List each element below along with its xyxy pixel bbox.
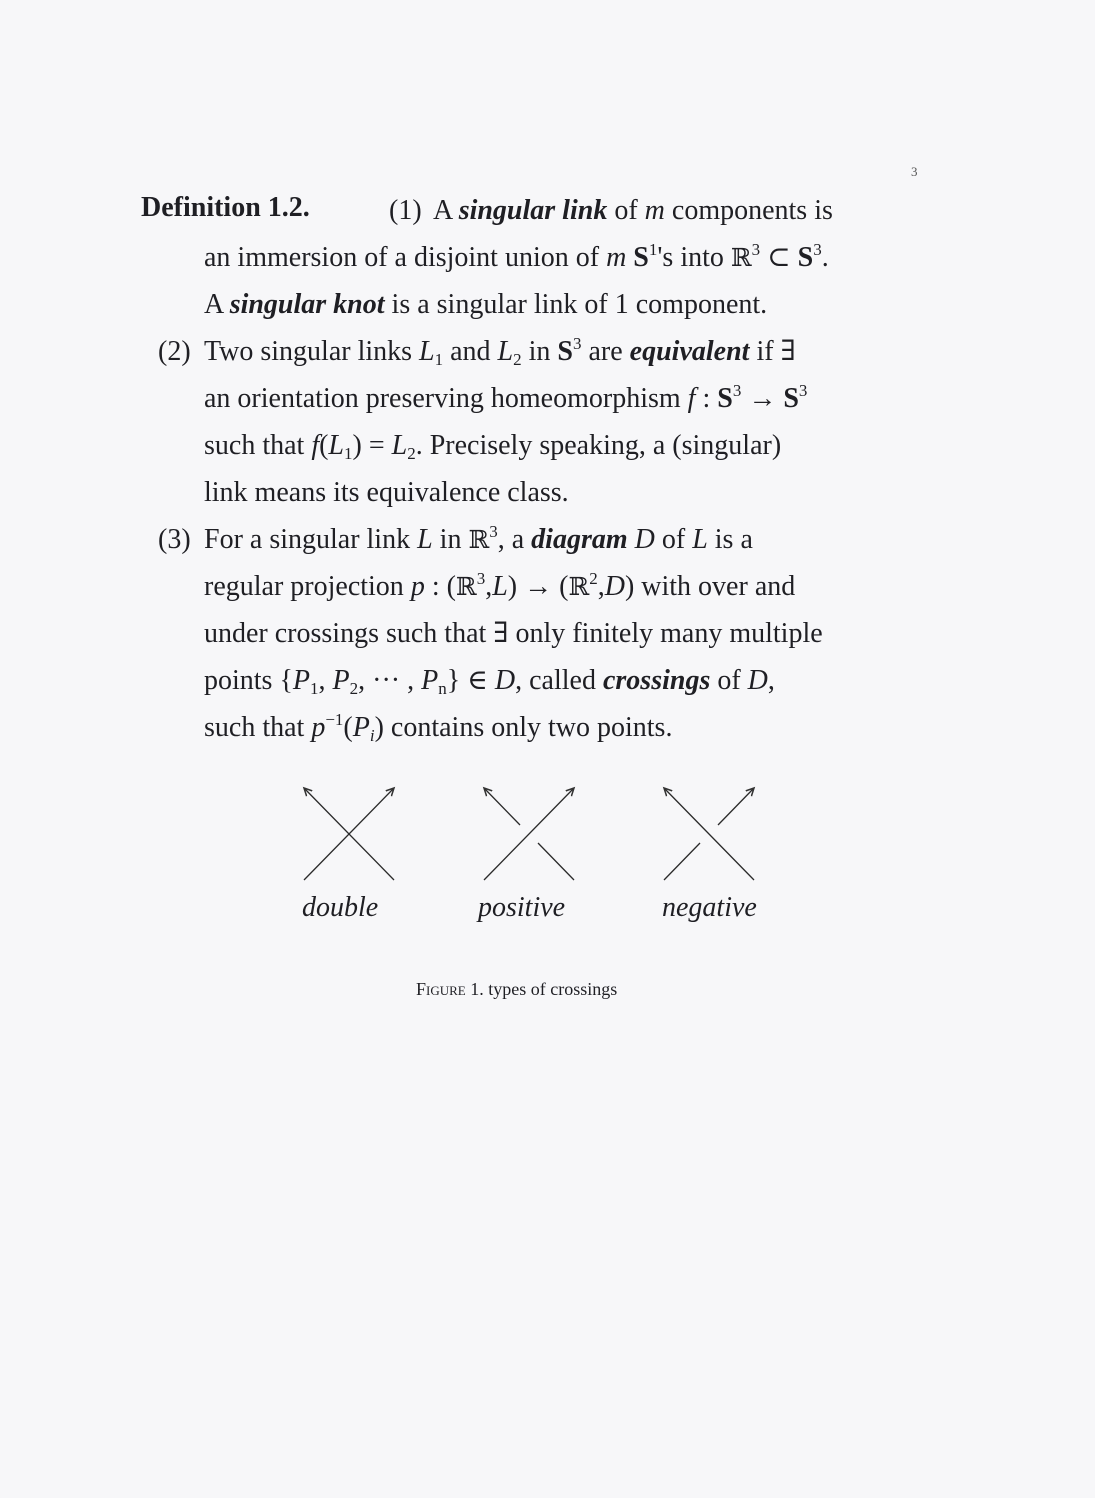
term-diagram: diagram	[531, 524, 628, 555]
item-2-line-3: such that $f(L_1) = L_2$. Precisely speaking, a (singular)	[204, 430, 782, 463]
term-equivalent: equivalent	[629, 336, 750, 367]
negative-crossing	[664, 788, 754, 880]
item-3-line-1: For a singular link L in ℝ$^3$, a diagram D of L is a	[204, 522, 753, 555]
item-3-line-4: points {$P_1$, $P_2$, ··· , $P_n$} ∈ D, called crossings of D,	[204, 665, 775, 698]
item-3-number: (3)	[158, 524, 191, 555]
label-positive: positive	[478, 892, 566, 923]
crossings-figure	[290, 780, 790, 890]
item-1-line-1: A singular link of m components is	[433, 195, 833, 226]
item-3-line-2: regular projection p : (ℝ$^3$,L) → (ℝ$^2$,D) with over and	[204, 569, 796, 602]
caption-prefix: Figure 1.	[416, 979, 484, 999]
item-2-line-1: Two singular links $L_1$ and $L_2$ in $S^3$ are equivalent if ∃	[204, 334, 796, 369]
positive-crossing	[484, 788, 574, 880]
page-number: 3	[911, 164, 918, 179]
term-singular-link: singular link	[458, 195, 608, 226]
item-3-line-3: under crossings such that ∃ only finitely many multiple	[204, 618, 823, 649]
item-3-line-5: such that $p^{-1}(P_i)$ contains only two points.	[204, 710, 673, 745]
label-double: double	[302, 892, 379, 923]
caption-text: types of crossings	[488, 979, 618, 999]
item-2-number: (2)	[158, 336, 191, 367]
item-1-line-2: an immersion of a disjoint union of m $S^1's$ into ℝ$^3$ ⊂ $S^3$.	[204, 240, 829, 273]
figure-caption	[416, 979, 617, 1000]
term-singular-knot: singular knot	[229, 289, 385, 320]
double-crossing	[304, 788, 394, 880]
item-2-line-4: link means its equivalence class.	[204, 477, 569, 508]
item-2-line-2: an orientation preserving homeomorphism f : $S^3 \to S^3$	[204, 381, 808, 414]
definition-heading: Definition 1.2.	[141, 192, 310, 223]
item-1-number: (1)	[389, 195, 422, 226]
term-crossings: crossings	[602, 665, 711, 696]
label-negative: negative	[662, 892, 757, 923]
item-1-line-3: A singular knot is a singular link of 1 component.	[204, 289, 768, 320]
